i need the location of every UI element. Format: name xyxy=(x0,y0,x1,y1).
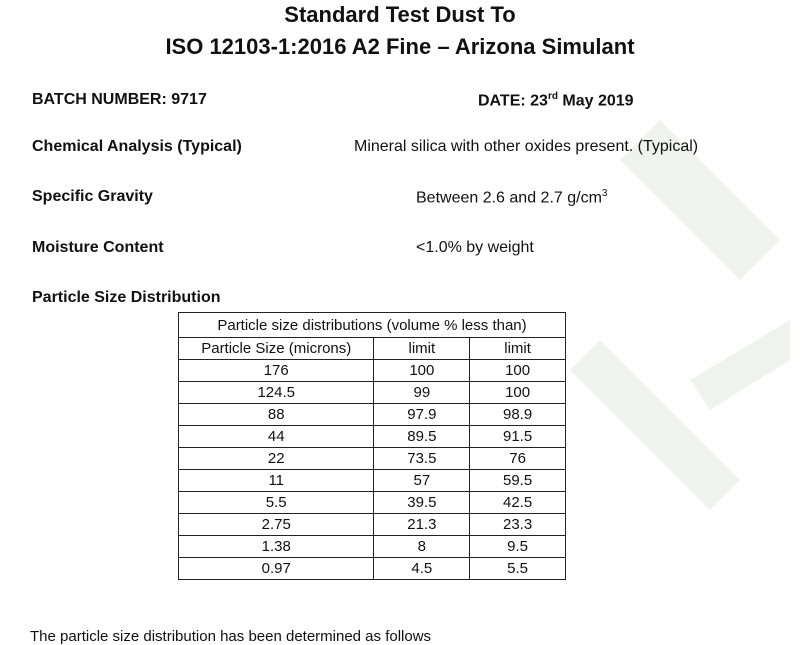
table-row xyxy=(179,558,566,580)
chemical-analysis-label: Chemical Analysis (Typical) xyxy=(32,138,242,155)
limit-upper-cell: 91.5 xyxy=(470,426,566,448)
table-row xyxy=(179,404,566,426)
limit-upper-cell: 5.5 xyxy=(470,558,566,580)
particle-size-cell: 0.97 xyxy=(179,558,374,580)
limit-upper-cell: 98.9 xyxy=(470,404,566,426)
limit-lower-cell: 73.5 xyxy=(374,448,470,470)
table-row xyxy=(179,536,566,558)
watermark-graphic xyxy=(540,80,800,600)
limit-lower-cell: 8 xyxy=(374,536,470,558)
particle-size-cell: 1.38 xyxy=(179,536,374,558)
limit-lower-cell: 89.5 xyxy=(374,426,470,448)
limit-lower-cell: 21.3 xyxy=(374,514,470,536)
table-row xyxy=(179,360,566,382)
particle-size-cell: 88 xyxy=(179,404,374,426)
limit-upper-cell: 59.5 xyxy=(470,470,566,492)
column-header-limit-lower: limit xyxy=(374,338,470,360)
limit-lower-cell: 39.5 xyxy=(374,492,470,514)
chemical-analysis-value: Mineral silica with other oxides present. (Typical) xyxy=(354,138,699,155)
psd-heading: Particle Size Distribution xyxy=(32,289,221,306)
document-title-line1: Standard Test Dust To xyxy=(284,2,516,27)
table-body xyxy=(179,360,566,580)
limit-lower-cell: 4.5 xyxy=(374,558,470,580)
table-row xyxy=(179,448,566,470)
limit-upper-cell: 9.5 xyxy=(470,536,566,558)
particle-size-table xyxy=(178,312,566,580)
particle-size-cell: 5.5 xyxy=(179,492,374,514)
particle-size-cell: 44 xyxy=(179,426,374,448)
limit-lower-cell: 100 xyxy=(374,360,470,382)
limit-upper-cell: 42.5 xyxy=(470,492,566,514)
particle-size-cell: 124.5 xyxy=(179,382,374,404)
column-header-limit-upper: limit xyxy=(470,338,566,360)
limit-lower-cell: 57 xyxy=(374,470,470,492)
particle-size-cell: 22 xyxy=(179,448,374,470)
particle-size-cell: 2.75 xyxy=(179,514,374,536)
column-header-particle-size: Particle Size (microns) xyxy=(179,338,374,360)
table-row xyxy=(179,470,566,492)
particle-size-cell: 176 xyxy=(179,360,374,382)
document-date: DATE: 23rd May 2019 xyxy=(478,91,634,110)
moisture-content-value: <1.0% by weight xyxy=(416,239,534,256)
limit-upper-cell: 76 xyxy=(470,448,566,470)
table-row xyxy=(179,382,566,404)
specific-gravity-value: Between 2.6 and 2.7 $g/cm^3$ xyxy=(416,188,608,207)
limit-upper-cell: 23.3 xyxy=(470,514,566,536)
particle-size-cell: 11 xyxy=(179,470,374,492)
batch-number: BATCH NUMBER: 9717 xyxy=(32,91,207,108)
table-row xyxy=(179,426,566,448)
table-row xyxy=(179,514,566,536)
limit-upper-cell: 100 xyxy=(470,382,566,404)
moisture-content-label: Moisture Content xyxy=(32,239,164,256)
table-caption: Particle size distributions (volume % less than) xyxy=(179,313,566,338)
limit-lower-cell: 99 xyxy=(374,382,470,404)
cutoff-text: The particle size distribution has been determined as follows xyxy=(30,628,432,645)
table-row xyxy=(179,492,566,514)
limit-upper-cell: 100 xyxy=(470,360,566,382)
limit-lower-cell: 97.9 xyxy=(374,404,470,426)
document-title-line2: ISO 12103-1:2016 A2 Fine – Arizona Simulant xyxy=(165,34,635,59)
specific-gravity-label: Specific Gravity xyxy=(32,188,153,205)
